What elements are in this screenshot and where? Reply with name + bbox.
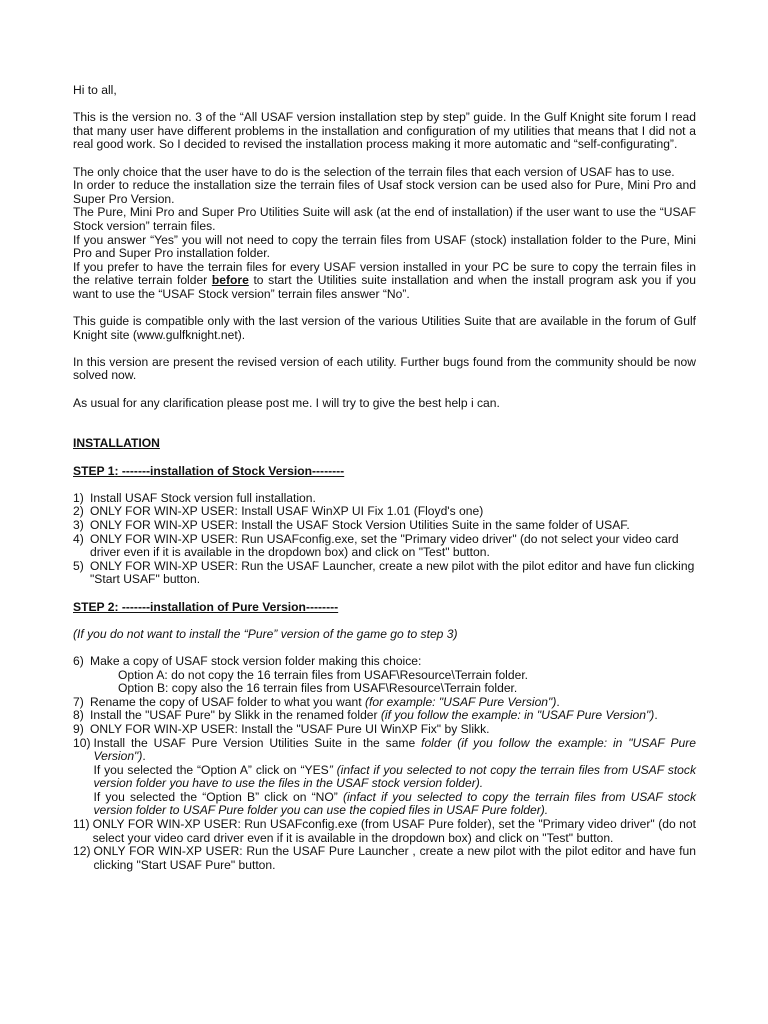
intro-paragraph-clarification: As usual for any clarification please post me. I will try to give the best help i can.: [73, 395, 500, 410]
intro-paragraph-version: This is the version no. 3 of the “All USAF version installation step by step” guide. In the Gulf Knight site forum I read that many user have different problems in the installation and configuration of my utilities that means that I did not a real good work. So I decided to revised the installation process making it more automatic and “self-configurating”.: [73, 110, 696, 152]
intro-paragraph-size: In order to reduce the installation size the terrain files of Usaf stock version can be used also for Pure, Mini Pro and Super Pro Version.: [73, 178, 696, 206]
list-item: 12) ONLY FOR WIN-XP USER: Run the USAF Pure Launcher , create a new pilot with the pilot editor and have fun clicking "Start USAF Pure" button.: [73, 844, 696, 872]
intro-paragraph-prefer: If you prefer to have the terrain files for every USAF version installed in your PC be sure to copy the terrain files in the relative terrain folder before to start the Utilities suite installation and when the install program ask you if you want to use the “USAF Stock version” terrain files answer “No”.: [73, 259, 696, 301]
intro-paragraph-compatibility: This guide is compatible only with the last version of the various Utilities Suite that are available in the forum of Gulf Knight site (www.gulfknight.net).: [73, 314, 696, 342]
document-page: [73, 84, 696, 872]
step1-list: [73, 492, 696, 587]
before-emphasis: before: [211, 273, 249, 288]
option-a: Option A: do not copy the 16 terrain files from USAF\Resource\Terrain folder.: [118, 667, 529, 682]
list-item: 2) ONLY FOR WIN-XP USER: Install USAF WinXP UI Fix 1.01 (Floyd's one): [73, 504, 484, 519]
step2-list: [73, 655, 696, 873]
installation-heading: INSTALLATION: [73, 436, 160, 451]
intro-paragraph-revised: In this version are present the revised version of each utility. Further bugs found from the community should be now solved now.: [73, 354, 696, 383]
list-item: 7) Rename the copy of USAF folder to what you want (for example: "USAF Pure Version").: [73, 694, 560, 709]
step2-heading: STEP 2: -------installation of Pure Version--------: [73, 599, 339, 614]
list-item: 9) ONLY FOR WIN-XP USER: Install the "USAF Pure UI WinXP Fix" by Slikk.: [73, 721, 490, 736]
option-b: Option B: copy also the 16 terrain files from USAF\Resource\Terrain folder.: [118, 681, 518, 696]
list-item: 6) Make a copy of USAF stock version folder making this choice:: [73, 653, 422, 668]
intro-paragraph-ask: The Pure, Mini Pro and Super Pro Utilities Suite will ask (at the end of installation) if the user want to use the “USAF Stock version” terrain files.: [73, 205, 696, 233]
list-item: 3) ONLY FOR WIN-XP USER: Install the USAF Stock Version Utilities Suite in the same folder of USAF.: [73, 518, 630, 532]
list-item: 4) ONLY FOR WIN-XP USER: Run USAFconfig.exe, set the "Primary video driver" (do not select your video card driver even if it is available in the dropdown box) and click on "Test" button.: [73, 531, 679, 560]
list-item: 1) Install USAF Stock version full installation.: [73, 490, 316, 505]
option-a-answer: If you selected the “Option A” click on “YES: [93, 762, 329, 777]
greeting: Hi to all,: [73, 83, 117, 97]
intro-paragraph-yes: If you answer “Yes” you will not need to copy the terrain files from USAF (stock) installation folder to the Pure, Mini Pro and Super Pro installation folder.: [73, 232, 696, 261]
list-item: 5) ONLY FOR WIN-XP USER: Run the USAF Launcher, create a new pilot with the pilot editor and have fun clicking "Start USAF" button.: [73, 558, 695, 587]
option-b-answer: If you selected the “Option B” click on “NO”: [93, 789, 343, 804]
intro-paragraph-choice: The only choice that the user have to do is the selection of the terrain files that each version of USAF has to use.: [73, 164, 675, 179]
step2-note: (If you do not want to install the “Pure” version of the game go to step 3): [73, 626, 458, 641]
list-item: 11) ONLY FOR WIN-XP USER: Run USAFconfig.exe (from USAF Pure folder), set the "Primary video driver" (do not select your video card driver even if it is available in the dropdown box) and click on "Test" button.: [73, 817, 696, 845]
step1-heading: STEP 1: -------installation of Stock Version--------: [73, 463, 345, 478]
list-item: 8) Install the "USAF Pure" by Slikk in the renamed folder (if you follow the example: in "USAF Pure Version").: [73, 708, 658, 723]
list-item: 10) Install the USAF Pure Version Utilities Suite in the same folder (if you follow the example: in "USAF Pure Version"). If you selected the “Option A” click on “YES” (infact if you selected to not copy the terrain files from USAF stock version folder you have to use the files in the USAF stock version folder). If you selected the “Option B” click on “NO” (infact if you selected to copy the terrain files from USAF stock version folder to USAF Pure folder you can use the copied files in USAF Pure folder).: [73, 735, 697, 818]
